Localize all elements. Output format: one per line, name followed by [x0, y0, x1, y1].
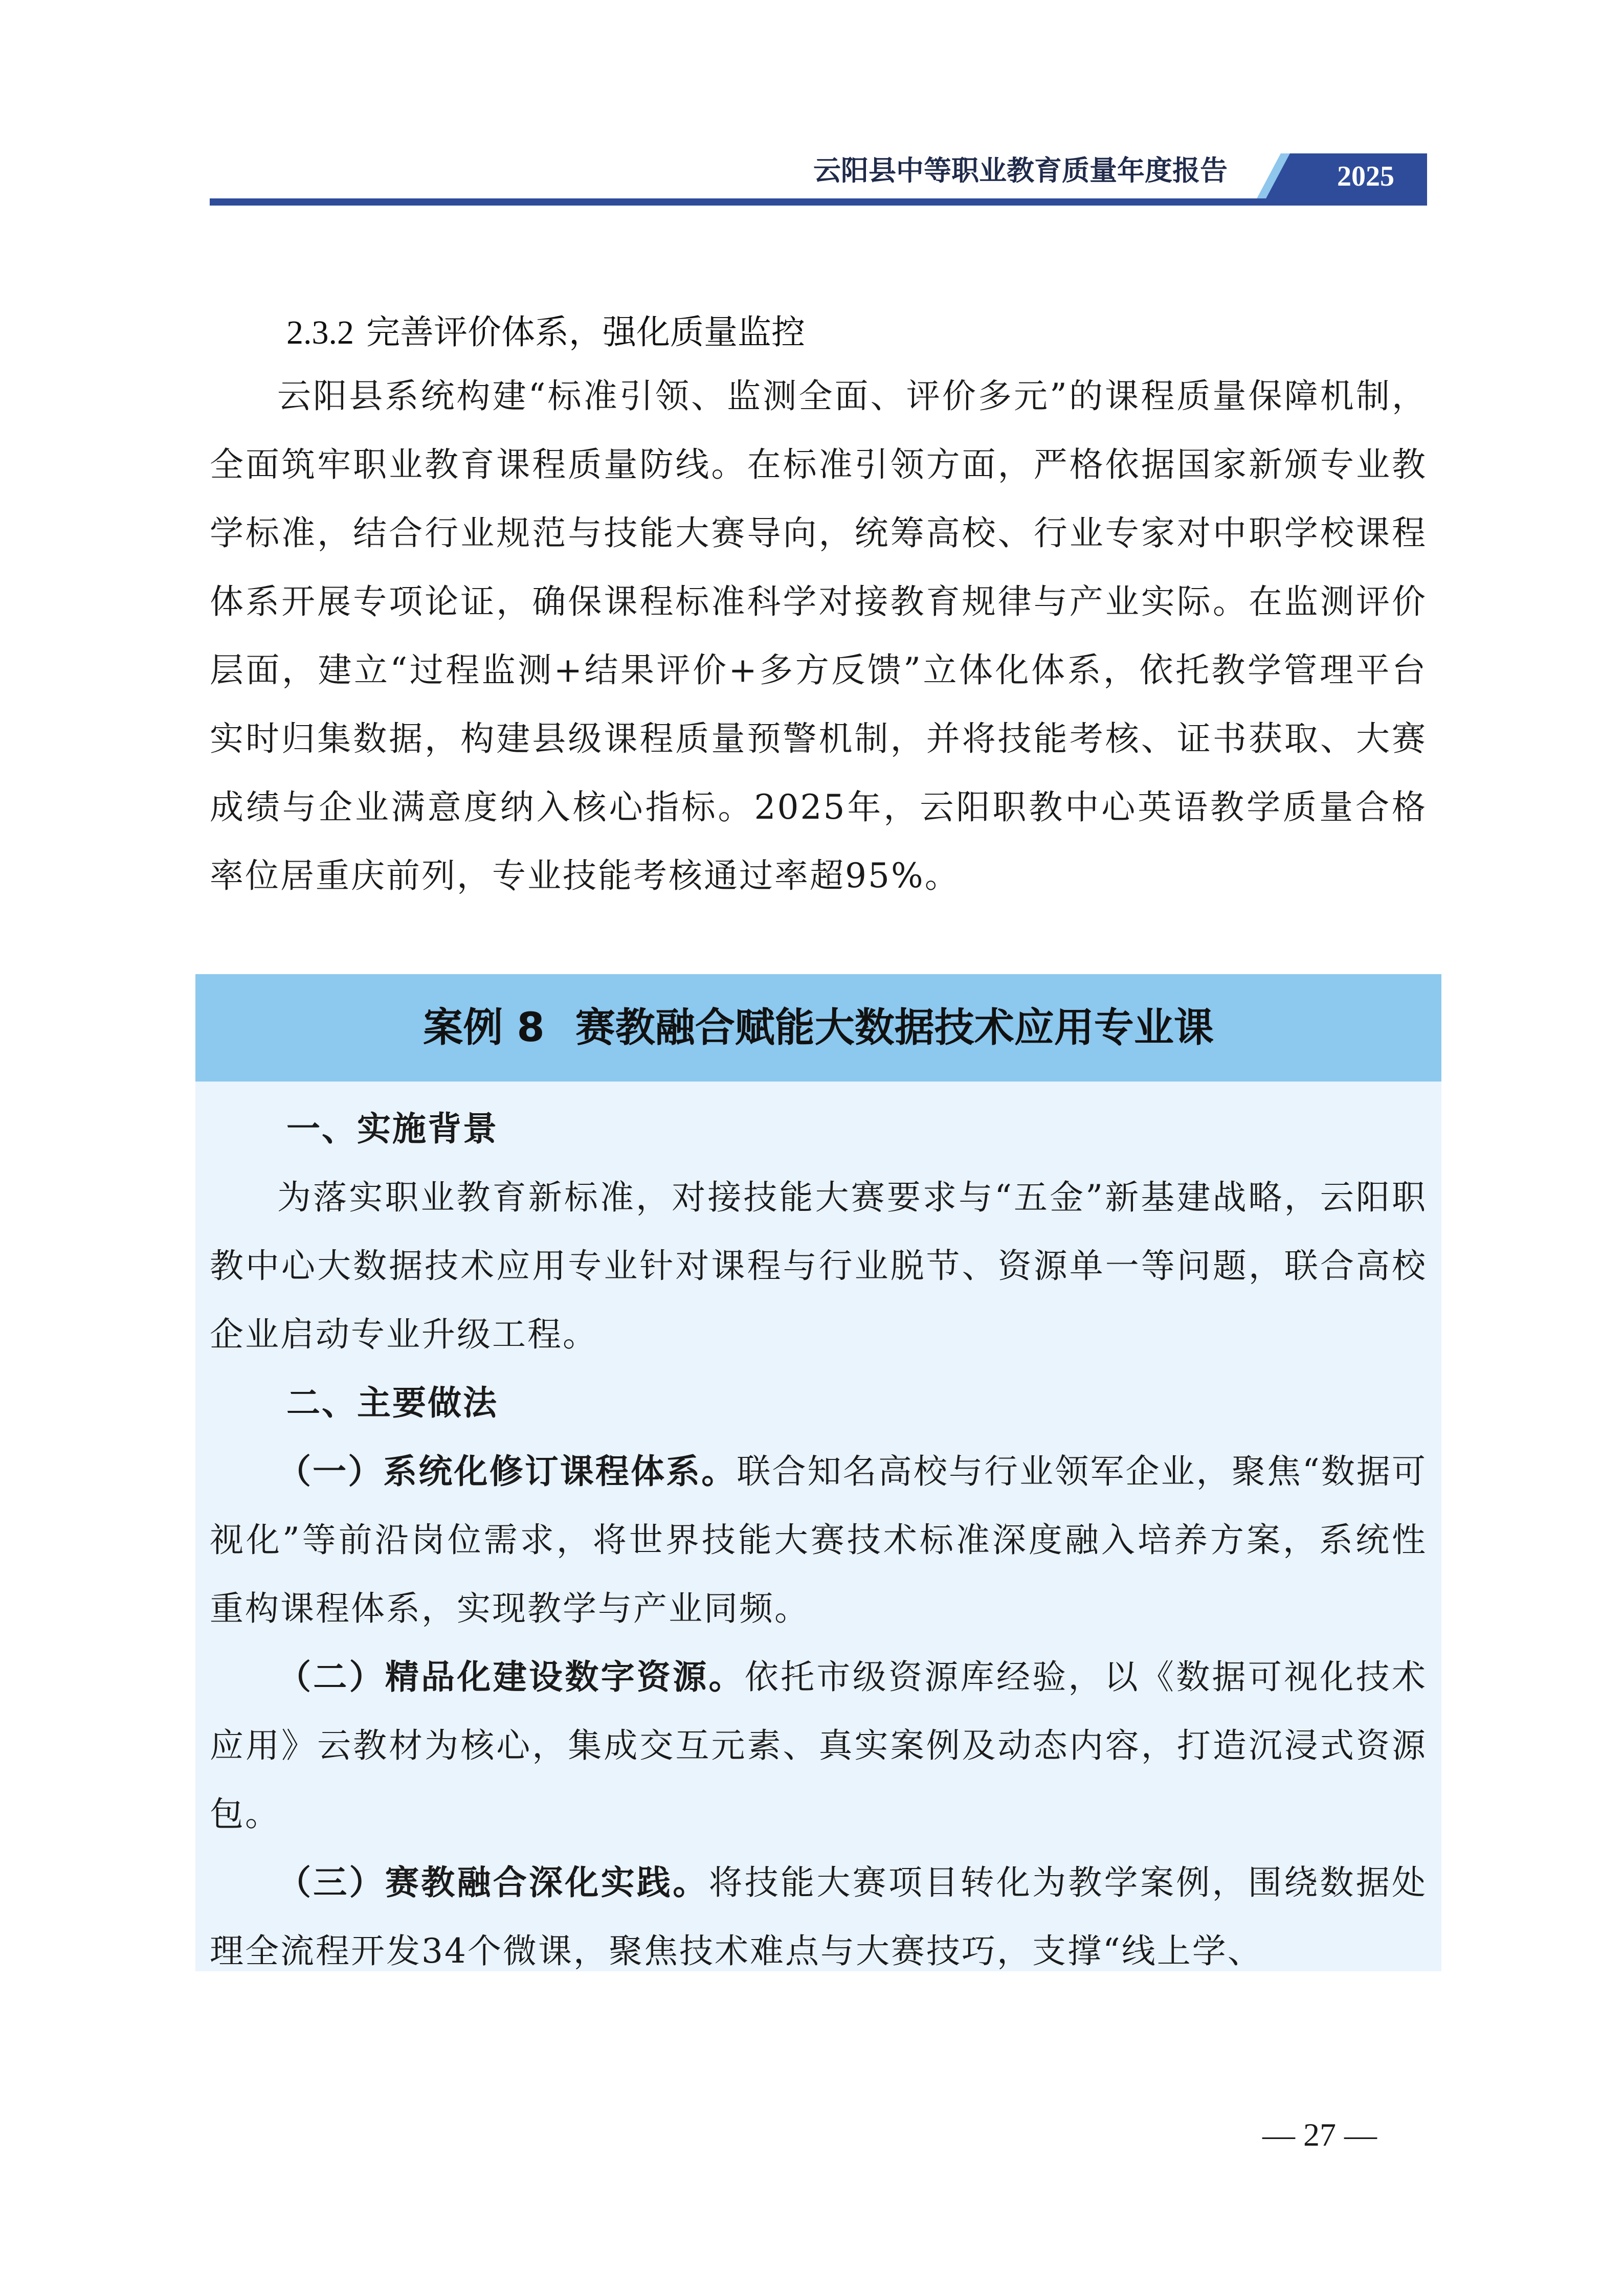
section-heading	[286, 307, 805, 358]
section-number: 2.3.2	[286, 314, 354, 351]
method-paragraph	[210, 1849, 1427, 1986]
method-paragraph	[210, 1437, 1427, 1643]
case-box	[195, 974, 1441, 1971]
method-lead: （二）精品化建设数字资源。	[277, 1657, 745, 1697]
case-title-bar	[195, 974, 1441, 1082]
background-paragraph: 为落实职业教育新标准，对接技能大赛要求与“五金”新基建战略，云阳职教中心大数据技术应用专业针对课程与行业脱节、资源单一等问题，联合高校企业启动专业升级工程。	[210, 1178, 1427, 1354]
case-label: 案例 8	[423, 1005, 545, 1051]
methods-heading: 二、主要做法	[286, 1383, 498, 1423]
header-rule	[210, 198, 1427, 206]
report-year: 2025	[1337, 161, 1394, 192]
case-content	[210, 1095, 1427, 1986]
section-paragraph: 云阳县系统构建“标准引领、监测全面、评价多元”的课程质量保障机制，全面筑牢职业教育课程质量防线。在标准引领方面，严格依据国家新颁专业教学标准，结合行业规范与技能大赛导向，统筹高校、行业专家对中职学校课程体系开展专项论证，确保课程标准科学对接教育规律与产业实际。在监测评价层面，建立“过程监测+结果评价+多方反馈”立体化体系，依托教学管理平台实时归集数据，构建县级课程质量预警机制，并将技能考核、证书获取、大赛成绩与企业满意度纳入核心指标。2025年，云阳职教中心英语教学质量合格率位居重庆前列，专业技能考核通过率超95%。	[210, 376, 1427, 895]
method-text: 将技能大赛项目转化为教学案例，围绕数据处理全流程开发34个微课，聚焦技术难点与大赛技巧，支撑“线上学、	[210, 1863, 1428, 1971]
background-heading: 一、实施背景	[286, 1109, 498, 1149]
method-lead: （三）赛教融合深化实践。	[277, 1863, 709, 1902]
report-title: 云阳县中等职业教育质量年度报告	[813, 154, 1228, 187]
section-title: 完善评价体系，强化质量监控	[366, 312, 805, 352]
method-text: 联合知名高校与行业领军企业，聚焦“数据可视化”等前沿岗位需求，将世界技能大赛技术标准深度融入培养方案，系统性重构课程体系，实现教学与产业同频。	[210, 1452, 1427, 1628]
method-text: 依托市级资源库经验，以《数据可视化技术应用》云教材为核心，集成交互元素、真实案例及动态内容，打造沉浸式资源包。	[210, 1657, 1428, 1834]
case-title: 赛教融合赋能大数据技术应用专业课	[575, 1005, 1214, 1051]
method-paragraph	[210, 1643, 1427, 1849]
page-number: — 27 —	[1262, 2117, 1377, 2153]
method-lead: （一）系统化修订课程体系。	[277, 1452, 737, 1491]
